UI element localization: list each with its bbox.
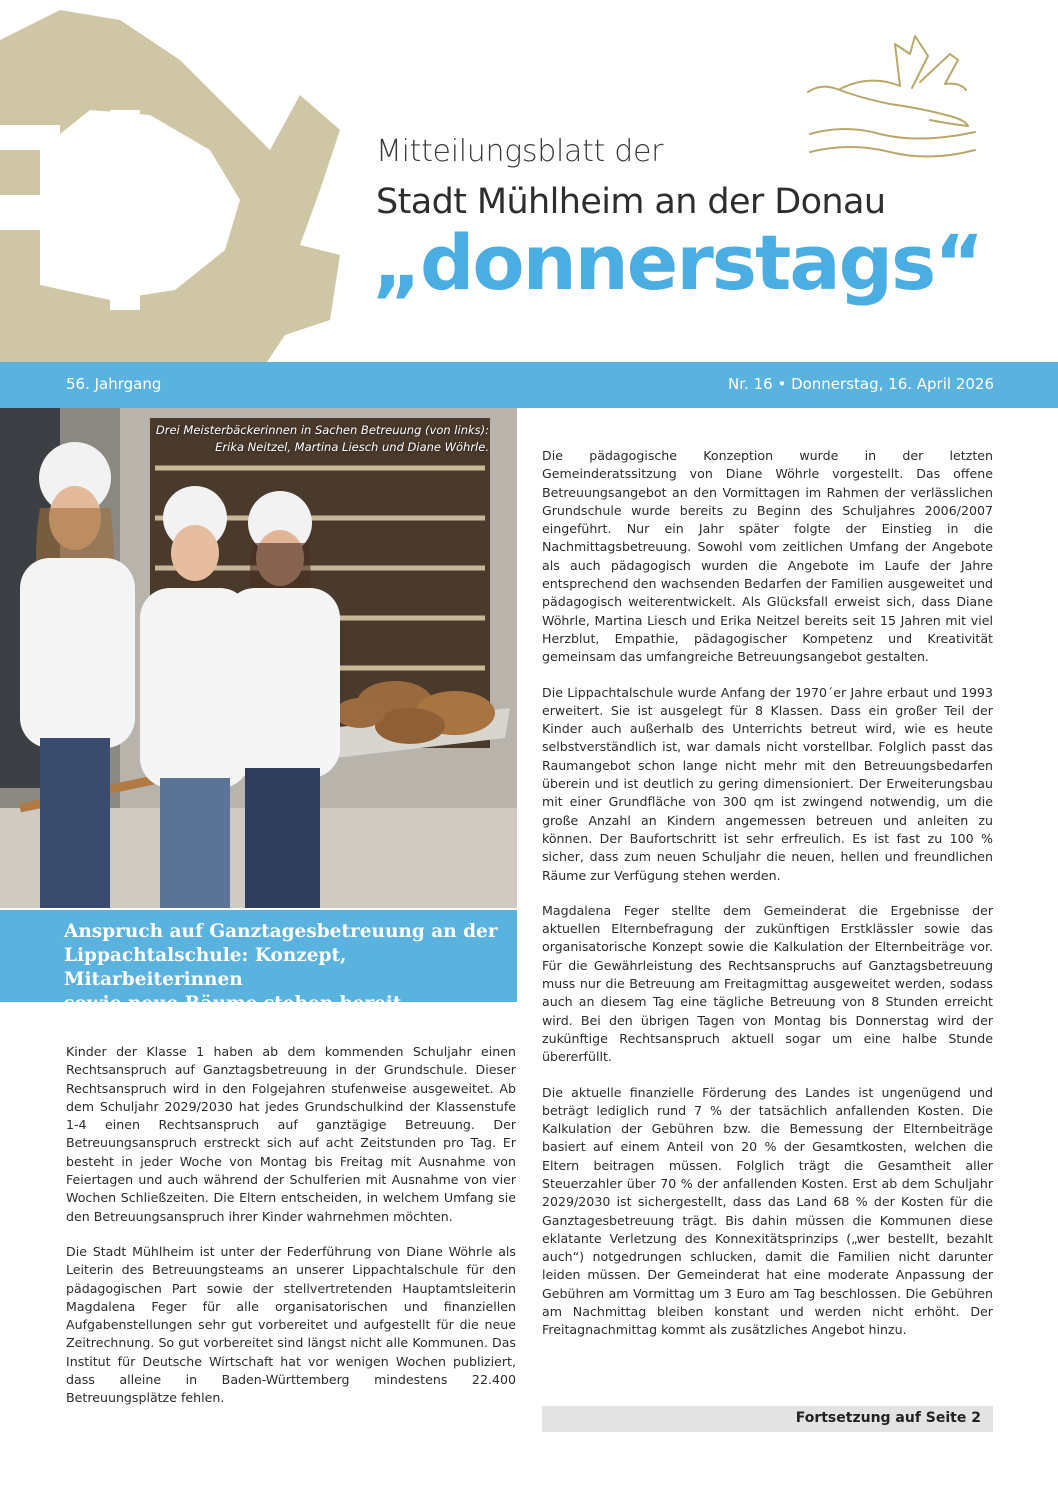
article-column-left (66, 1043, 516, 1425)
paragraph: Die Stadt Mühlheim ist unter der Federführung von Diane Wöhrle als Leiterin des Betreuungsteams an unserer Lippachtalschule für den pädagogischen Part sowie der stellvertretenden Hauptamtsleiterin Magdalena Feger für alle organisatorischen und finanziellen Aufgabenstellungen sehr gut vorbereitet und aufgestellt für die neue Zeitrechnung. So gut vorbereitet sind längst nicht alle Kommunen. Das Institut für Deutsche Wirtschaft hat vor wenigen Wochen publiziert, dass alleine in Baden-Württemberg mindestens 22.400 Betreuungsplätze fehlen. (66, 1243, 516, 1406)
issue-date: Nr. 16 • Donnerstag, 16. April 2026 (728, 375, 994, 393)
paragraph: Kinder der Klasse 1 haben ab dem kommenden Schuljahr einen Rechtsanspruch auf Ganztagsbetreuung in der Grundschule. Dieser Rechtsanspruch wird in den Folgejahren stufenweise ausgeweitet. Ab dem Schuljahr 2029/2030 hat jedes Grundschulkind der Klassenstufe 1-4 einen Rechtsanspruch auf ganztägige Betreuung. Der Betreuungsanspruch erstreckt sich auf acht Zeitstunden pro Tag. Er besteht in jeder Woche von Montag bis Freitag mit Ausnahme von Feiertagen und auch während der Schulferien mit Ausnahme von vier Wochen Schließzeiten. Die Eltern entscheiden, in welchem Umfang sie den Betreuungsanspruch ihrer Kinder wahrnehmen möchten. (66, 1044, 516, 1224)
headline-line-1: Anspruch auf Ganztagesbetreuung an der (64, 921, 498, 942)
issue-band (0, 362, 1058, 408)
article-photo (0, 408, 517, 908)
gear-icon (0, 0, 340, 365)
article-headline-box (0, 910, 517, 1014)
article-headline (64, 920, 504, 1016)
bakers-photo-illustration (0, 408, 517, 908)
masthead-town: Stadt Mühlheim an der Donau (376, 182, 886, 222)
masthead-subtitle: Mitteilungsblatt der (376, 134, 664, 169)
paragraph: Die aktuelle finanzielle Förderung des Landes ist ungenügend und beträgt lediglich rund 7 % der tatsächlich anfallenden Kosten. Die Kalkulation der Gebühren bzw. die Bemessung der Elternbeiträge basiert auf einem Anteil von 20 % der Gesamtkosten, welchen die Eltern beitragen müssen. Folglich trägt die Gesamtheit aller Steuerzahler über 70 % der anfallenden Kosten. Erst ab dem Schuljahr 2029/2030 ist sichergestellt, dass das Land 68 % der Kosten für die Ganztagesbetreuung trägt. Bis dahin müssen die Kommunen diese eklatante Verletzung des Konnexitätsprinzips („wer bestellt, bezahlt auch“) notgedrungen schlucken, damit die Familien nicht darunter leiden müssen. Der Gemeinderat hat eine moderate Anpassung der Gebühren am Vormittag um 3 Euro am Tag beschlossen. Die Gebühren am Nachmittag bleiben konstant und werden nicht erhöht. Der Freitagnachmittag kommt als zusätzliches Angebot hinzu. (542, 1084, 993, 1338)
photo-caption-line-2: Erika Neitzel, Martina Liesch und Diane Wöhrle. (215, 440, 489, 454)
paragraph: Magdalena Feger stellte dem Gemeinderat die Ergebnisse der aktuellen Elternbefragung der zukünftigen Erstklässler sowie das organisatorische Konzept sowie die Kalkulation der Elternbeiträge vor. Für die Gewährleistung des Rechtsanspruchs auf Ganztagsbetreuung muss nur die Betreuung am Freitagmittag ausgeweitet werden, sodass auch an diesem Tag eine tägliche Betreuung von 8 Stunden erreicht wird. Bei den übrigen Tagen von Montag bis Donnerstag wird der zukünftige Rechtsanspruch aktuell sogar um eine halbe Stunde übererfüllt. (542, 902, 993, 1065)
continuation-note: Fortsetzung auf Seite 2 (795, 1410, 981, 1426)
paragraph: Die Lippachtalschule wurde Anfang der 1970´er Jahre erbaut und 1993 erweitert. Sie ist ausgelegt für 8 Klassen. Dass ein großer Teil der Kinder auch außerhalb des Unterrichts betreut wird, wie es heute selbstverständlich ist, war damals nicht vorstellbar. Folglich passt das Raumangebot schon lange nicht mehr mit den Betreuungsbedarfen überein und ist deutlich zu gering dimensioniert. Der Erweiterungsbau mit einer Grundfläche von 300 qm ist zwingend notwendig, um die große Anzahl an Kindern angemessen betreuen und anleiten zu können. Der Baufortschritt ist sehr erfreulich. Es ist fast zu 100 % sicher, dass zum neuen Schuljahr die neuen, hellen und freundlichen Räume zur Verfügung stehen werden. (542, 684, 993, 883)
photo-caption (156, 422, 489, 456)
masthead-brand: „donnerstags“ (372, 218, 983, 307)
headline-line-2: Lippachtalschule: Konzept, Mitarbeiterinnen (64, 945, 347, 990)
photo-caption-line-1: Drei Meisterbäckerinnen in Sachen Betreuung (von links): (155, 423, 489, 437)
article-column-right (542, 447, 993, 1357)
volume-label: 56. Jahrgang (66, 375, 162, 393)
continuation-bar (542, 1406, 993, 1432)
paragraph: Die pädagogische Konzeption wurde in der letzten Gemeinderatssitzung von Diane Wöhrle vorgestellt. Das offene Betreuungsangebot an den Vormittagen im Rahmen der verlässlichen Grundschule wurde bereits zu Beginn des Schuljahres 2006/2007 eingeführt. Nur ein Jahr später folgte der Einstieg in die Nachmittagsbetreuung. Sowohl vom zeitlichen Umfang der Angebote als auch pädagogisch wurden die Angebote im Laufe der Jahre entsprechend den wachsenden Bedarfen der Familien ausgeweitet und pädagogisch weiterentwickelt. Als Glücksfall erweist sich, dass Diane Wöhrle, Martina Liesch und Erika Neitzel bereits seit 15 Jahren mit viel Herzblut, Empathie, pädagogischer Kompetenz und Kreativität gemeinsam das umfangreiche Betreuungsangebot gestalten. (542, 448, 993, 665)
headline-line-3: sowie neue Räume stehen bereit (64, 993, 402, 1014)
flying-goose-logo-icon (800, 34, 980, 174)
